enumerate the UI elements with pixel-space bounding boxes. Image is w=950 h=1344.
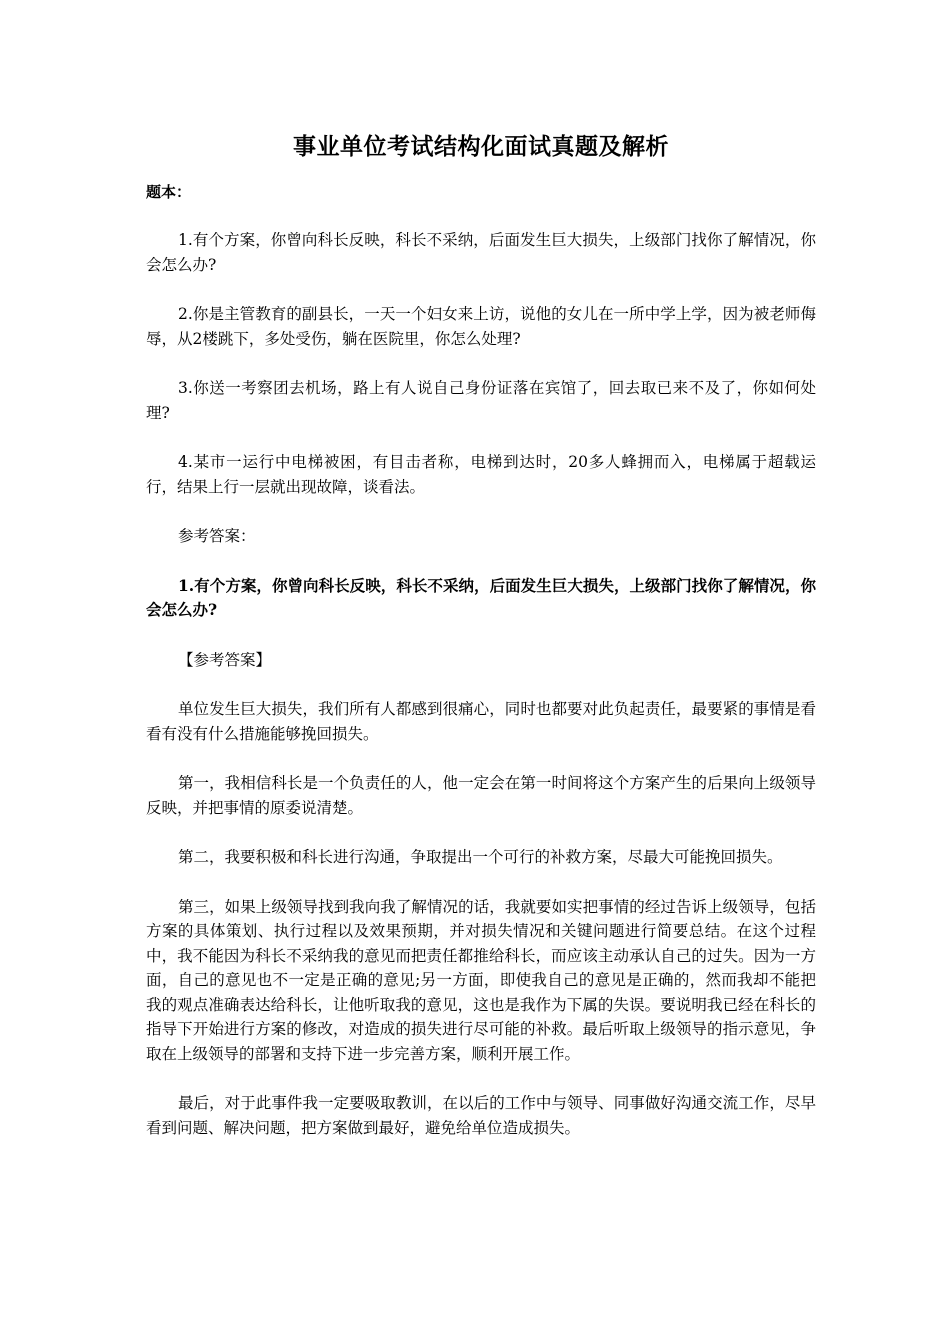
answer-paragraph-second: 第二，我要积极和科长进行沟通，争取提出一个可行的补救方案，尽最大可能挽回损失。 bbox=[178, 848, 783, 866]
answer-1-question: 1.有个方案，你曾向科长反映，科长不采纳，后面发生巨大损失，上级部门找你了解情况，你会怎么办? bbox=[146, 575, 816, 619]
answer-paragraph-last: 最后，对于此事件我一定要吸取教训，在以后的工作中与领导、同事做好沟通交流工作，尽早看到问题、解决问题，把方案做到最好，避免给单位造成损失。 bbox=[146, 1094, 816, 1137]
document-page bbox=[146, 132, 816, 1165]
document-title: 事业单位考试结构化面试真题及解析 bbox=[293, 133, 669, 160]
answer-paragraph-third: 第三，如果上级领导找到我向我了解情况的话，我就要如实把事情的经过告诉上级领导，包括方案的具体策划、执行过程以及效果预期，并对损失情况和关键问题进行简要总结。在这个过程中，我不能因为科长不采纳我的意见而把责任都推给科长，而应该主动承认自己的过失。因为一方面，自己的意见也不一定是正确的意见;另一方面，即使我自己的意见是正确的，然而我却不能把我的观点准确表达给科长，让他听取我的意见，这也是我作为下属的失误。要说明我已经在科长的指导下开始进行方案的修改，对造成的损失进行尽可能的补救。最后听取上级领导的指示意见，争取在上级领导的部署和支持下进一步完善方案，顺利开展工作。 bbox=[146, 897, 816, 1063]
answer-paragraph-intro: 单位发生巨大损失，我们所有人都感到很痛心，同时也都要对此负起责任，最要紧的事情是看看有没有什么措施能够挽回损失。 bbox=[146, 700, 816, 743]
question-2: 2.你是主管教育的副县长，一天一个妇女来上访，说他的女儿在一所中学上学，因为被老师侮辱，从2楼跳下，多处受伤，躺在医院里，你怎么处理? bbox=[146, 305, 816, 348]
answer-paragraph-first: 第一，我相信科长是一个负责任的人，他一定会在第一时间将这个方案产生的后果向上级领导反映，并把事情的原委说清楚。 bbox=[146, 774, 816, 817]
question-4: 4.某市一运行中电梯被困，有目击者称，电梯到达时，20多人蜂拥而入，电梯属于超载运行，结果上行一层就出现故障，谈看法。 bbox=[146, 453, 816, 496]
question-3: 3.你送一考察团去机场，路上有人说自己身份证落在宾馆了，回去取已来不及了，你如何处理? bbox=[146, 379, 816, 422]
answer-1-tag: 【参考答案】 bbox=[178, 650, 272, 669]
question-1: 1.有个方案，你曾向科长反映，科长不采纳，后面发生巨大损失，上级部门找你了解情况，你会怎么办? bbox=[146, 231, 816, 274]
section-label: 题本： bbox=[146, 183, 192, 201]
answers-label: 参考答案： bbox=[178, 527, 256, 545]
